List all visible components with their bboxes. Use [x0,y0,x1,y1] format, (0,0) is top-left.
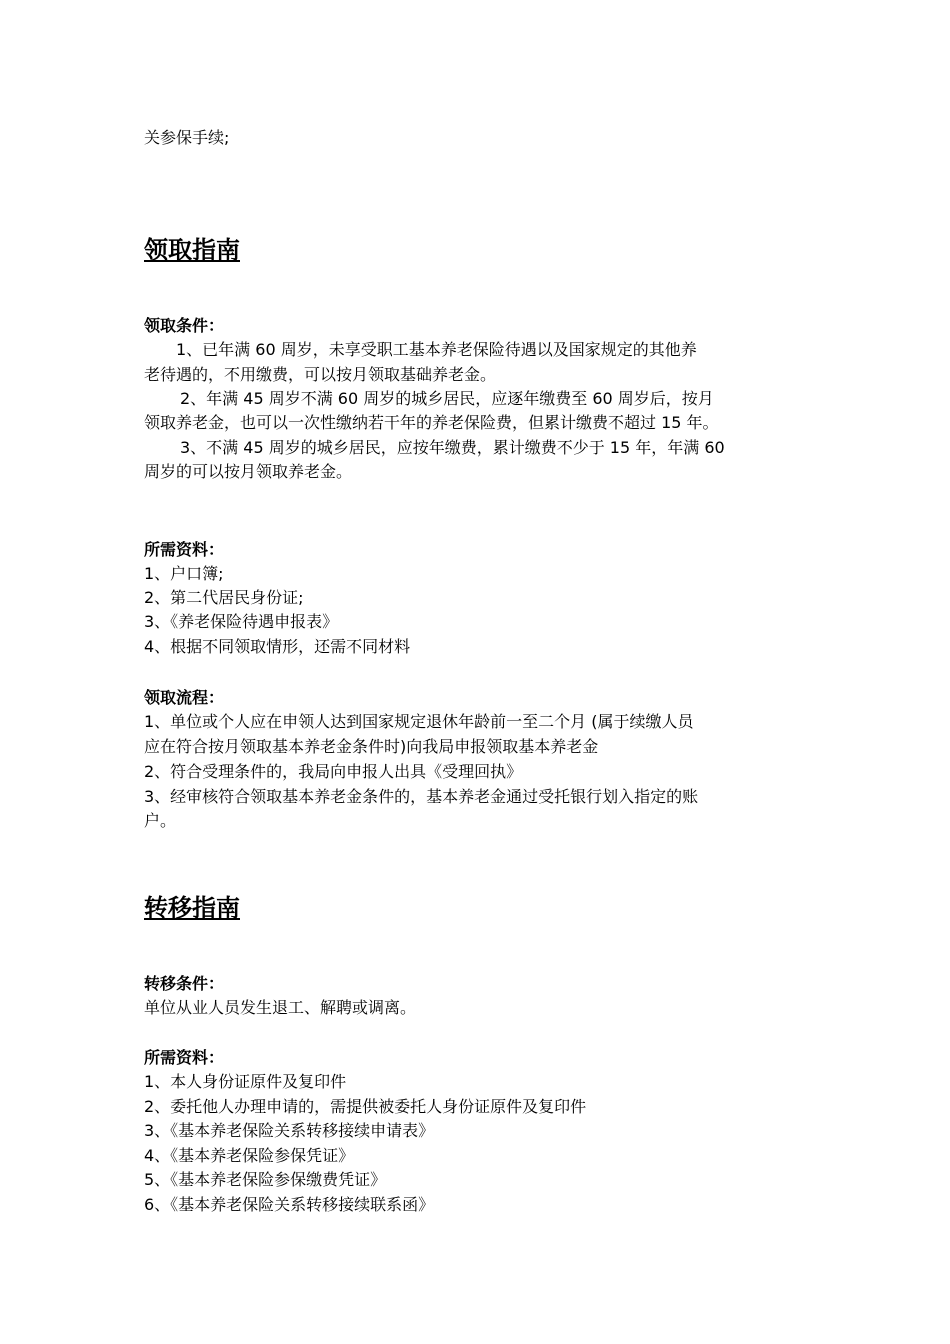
receive-condition-3-line-2: 周岁的可以按月领取养老金。 [144,462,353,481]
receive-material-1: 1、户口簿; [144,564,224,583]
transfer-materials-label: 所需资料： [144,1048,225,1067]
receive-process-line-2: 应在符合按月领取基本养老金条件时)向我局申报领取基本养老金 [144,737,599,756]
receive-condition-1-line-2: 老待遇的，不用缴费，可以按月领取基础养老金。 [144,365,497,384]
receive-condition-1-line-1: 1、已年满 60 周岁，未享受职工基本养老保险待遇以及国家规定的其他养 [176,340,697,359]
section-title-transfer: 转移指南 [144,894,240,922]
receive-conditions-label: 领取条件： [144,316,225,335]
receive-process-line-1: 1、单位或个人应在申领人达到国家规定退休年龄前一至二个月 (属于续缴人员 [144,712,694,731]
section-title-receive: 领取指南 [144,236,240,264]
receive-process-line-5: 户。 [144,811,177,830]
receive-material-2: 2、第二代居民身份证; [144,588,304,607]
transfer-conditions-text: 单位从业人员发生退工、解聘或调离。 [144,998,417,1017]
transfer-conditions-label: 转移条件： [144,974,225,993]
receive-material-4: 4、根据不同领取情形，还需不同材料 [144,637,411,656]
lead-text: 关参保手续; [144,128,230,147]
receive-condition-2-line-2: 领取养老金，也可以一次性缴纳若干年的养老保险费，但累计缴费不超过 15 年。 [144,413,719,432]
receive-condition-3-line-1: 3、不满 45 周岁的城乡居民，应按年缴费，累计缴费不少于 15 年，年满 60 [180,438,725,457]
transfer-material-3: 3、《基本养老保险关系转移接续申请表》 [144,1121,435,1140]
receive-process-label: 领取流程： [144,688,225,707]
receive-process-line-3: 2、符合受理条件的，我局向申报人出具《受理回执》 [144,762,523,781]
receive-material-3: 3、《养老保险待遇申报表》 [144,612,339,631]
receive-condition-2-line-1: 2、年满 45 周岁不满 60 周岁的城乡居民，应逐年缴费至 60 周岁后，按月 [180,389,714,408]
receive-materials-label: 所需资料： [144,540,225,559]
transfer-material-6: 6、《基本养老保险关系转移接续联系函》 [144,1195,435,1214]
transfer-material-5: 5、《基本养老保险参保缴费凭证》 [144,1170,387,1189]
receive-process-line-4: 3、经审核符合领取基本养老金条件的，基本养老金通过受托银行划入指定的账 [144,787,699,806]
transfer-material-4: 4、《基本养老保险参保凭证》 [144,1146,355,1165]
transfer-material-2: 2、委托他人办理申请的，需提供被委托人身份证原件及复印件 [144,1097,587,1116]
transfer-material-1: 1、本人身份证原件及复印件 [144,1072,347,1091]
